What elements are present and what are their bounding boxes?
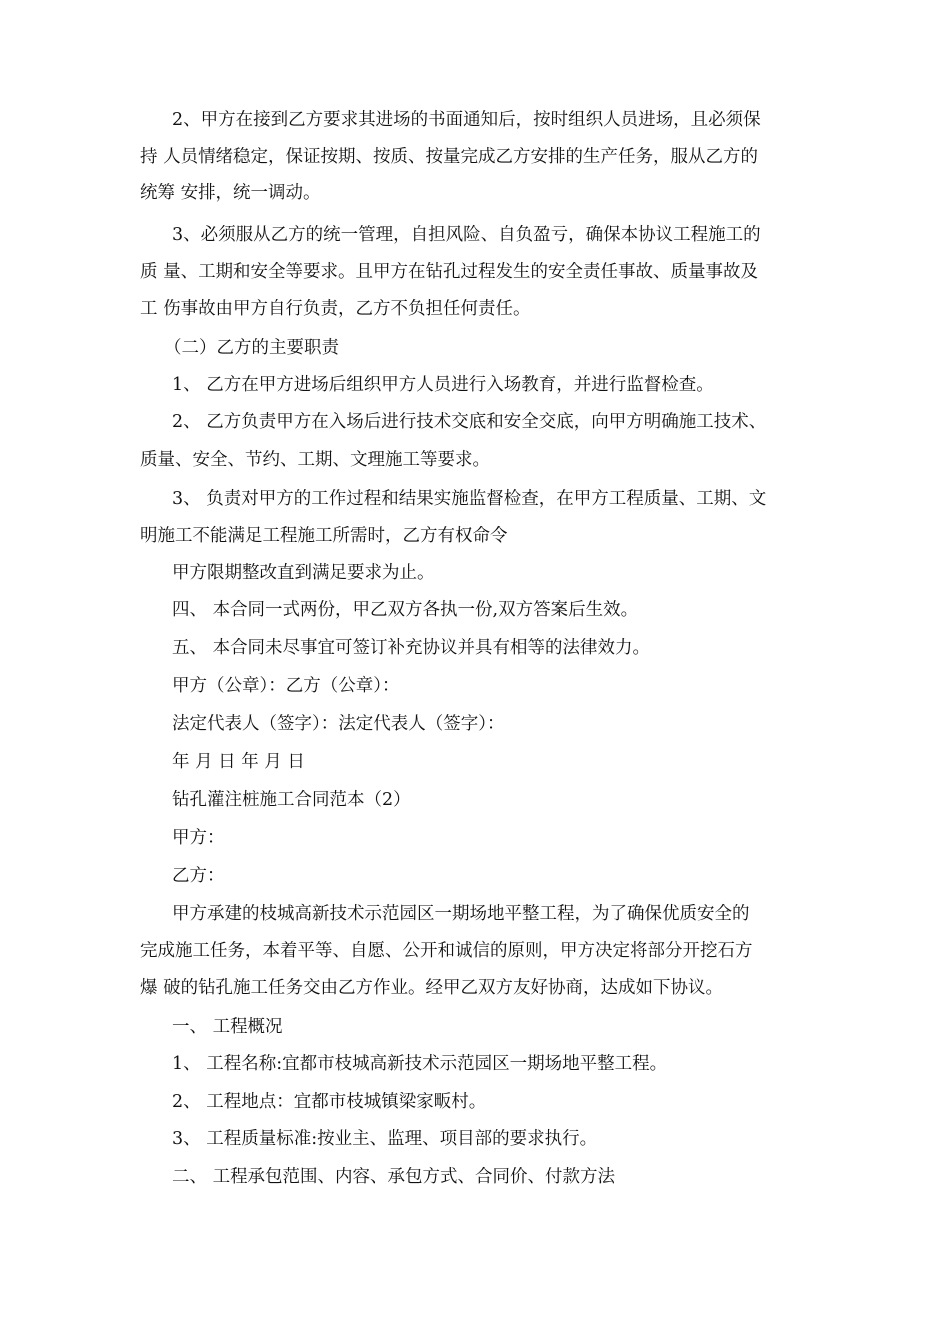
- party-b-label: 乙方：: [172, 866, 225, 886]
- text-line: 质 量、工期和安全等要求。且甲方在钻孔过程发生的安全责任事故、质量事故及: [140, 262, 759, 282]
- clause-four: 四、 本合同一式两份，甲乙双方各执一份,双方答案后生效。: [172, 600, 639, 620]
- list-item: 3、 工程质量标准:按业主、监理、项目部的要求执行。: [172, 1129, 598, 1149]
- text-line: 甲方限期整改直到满足要求为止。: [172, 563, 435, 583]
- list-item: 2、 工程地点：宜都市枝城镇梁家畈村。: [172, 1092, 487, 1112]
- date-line: 年 月 日 年 月 日: [172, 752, 305, 772]
- text-line: 明施工不能满足工程施工所需时，乙方有权命令: [140, 526, 508, 546]
- section-heading-scope: 二、 工程承包范围、内容、承包方式、合同价、付款方法: [172, 1167, 616, 1187]
- text-line: 持 人员情绪稳定，保证按期、按质、按量完成乙方安排的生产任务，服从乙方的: [140, 147, 759, 167]
- text-line: 统筹 安排，统一调动。: [140, 183, 321, 203]
- paragraph-party-a-management: 3、必须服从乙方的统一管理，自担风险、自负盈亏，确保本协议工程施工的: [172, 225, 761, 245]
- intro-paragraph: 甲方承建的枝城高新技术示范园区一期场地平整工程，为了确保优质安全的: [172, 904, 750, 924]
- list-item: 1、 乙方在甲方进场后组织甲方人员进行入场教育，并进行监督检查。: [172, 375, 714, 395]
- section-heading-overview: 一、 工程概况: [172, 1017, 283, 1037]
- list-item: 1、 工程名称:宜都市枝城高新技术示范园区一期场地平整工程。: [172, 1054, 668, 1074]
- contract-title: 钻孔灌注桩施工合同范本（2）: [172, 790, 411, 810]
- text-line: 完成施工任务，本着平等、自愿、公开和诚信的原则，甲方决定将部分开挖石方: [140, 941, 753, 961]
- text-line: 工 伤事故由甲方自行负责，乙方不负担任何责任。: [140, 299, 531, 319]
- paragraph-party-a-entry: 2、甲方在接到乙方要求其进场的书面通知后，按时组织人员进场，且必须保: [172, 110, 761, 130]
- text-line: 质量、安全、节约、工期、文理施工等要求。: [140, 450, 490, 470]
- text-line: 爆 破的钻孔施工任务交由乙方作业。经甲乙双方友好协商，达成如下协议。: [140, 978, 724, 998]
- list-item: 3、 负责对甲方的工作过程和结果实施监督检查，在甲方工程质量、工期、文: [172, 489, 767, 509]
- list-item: 2、 乙方负责甲方在入场后进行技术交底和安全交底，向甲方明确施工技术、: [172, 412, 767, 432]
- party-a-label: 甲方：: [172, 828, 225, 848]
- clause-five: 五、 本合同未尽事宜可签订补充协议并具有相等的法律效力。: [172, 638, 651, 658]
- seal-line: 甲方（公章）：乙方（公章）：: [172, 676, 400, 696]
- signature-line: 法定代表人（签字）：法定代表人（签字）：: [172, 714, 505, 734]
- section-heading-party-b-duties: （二）乙方的主要职责: [164, 338, 339, 358]
